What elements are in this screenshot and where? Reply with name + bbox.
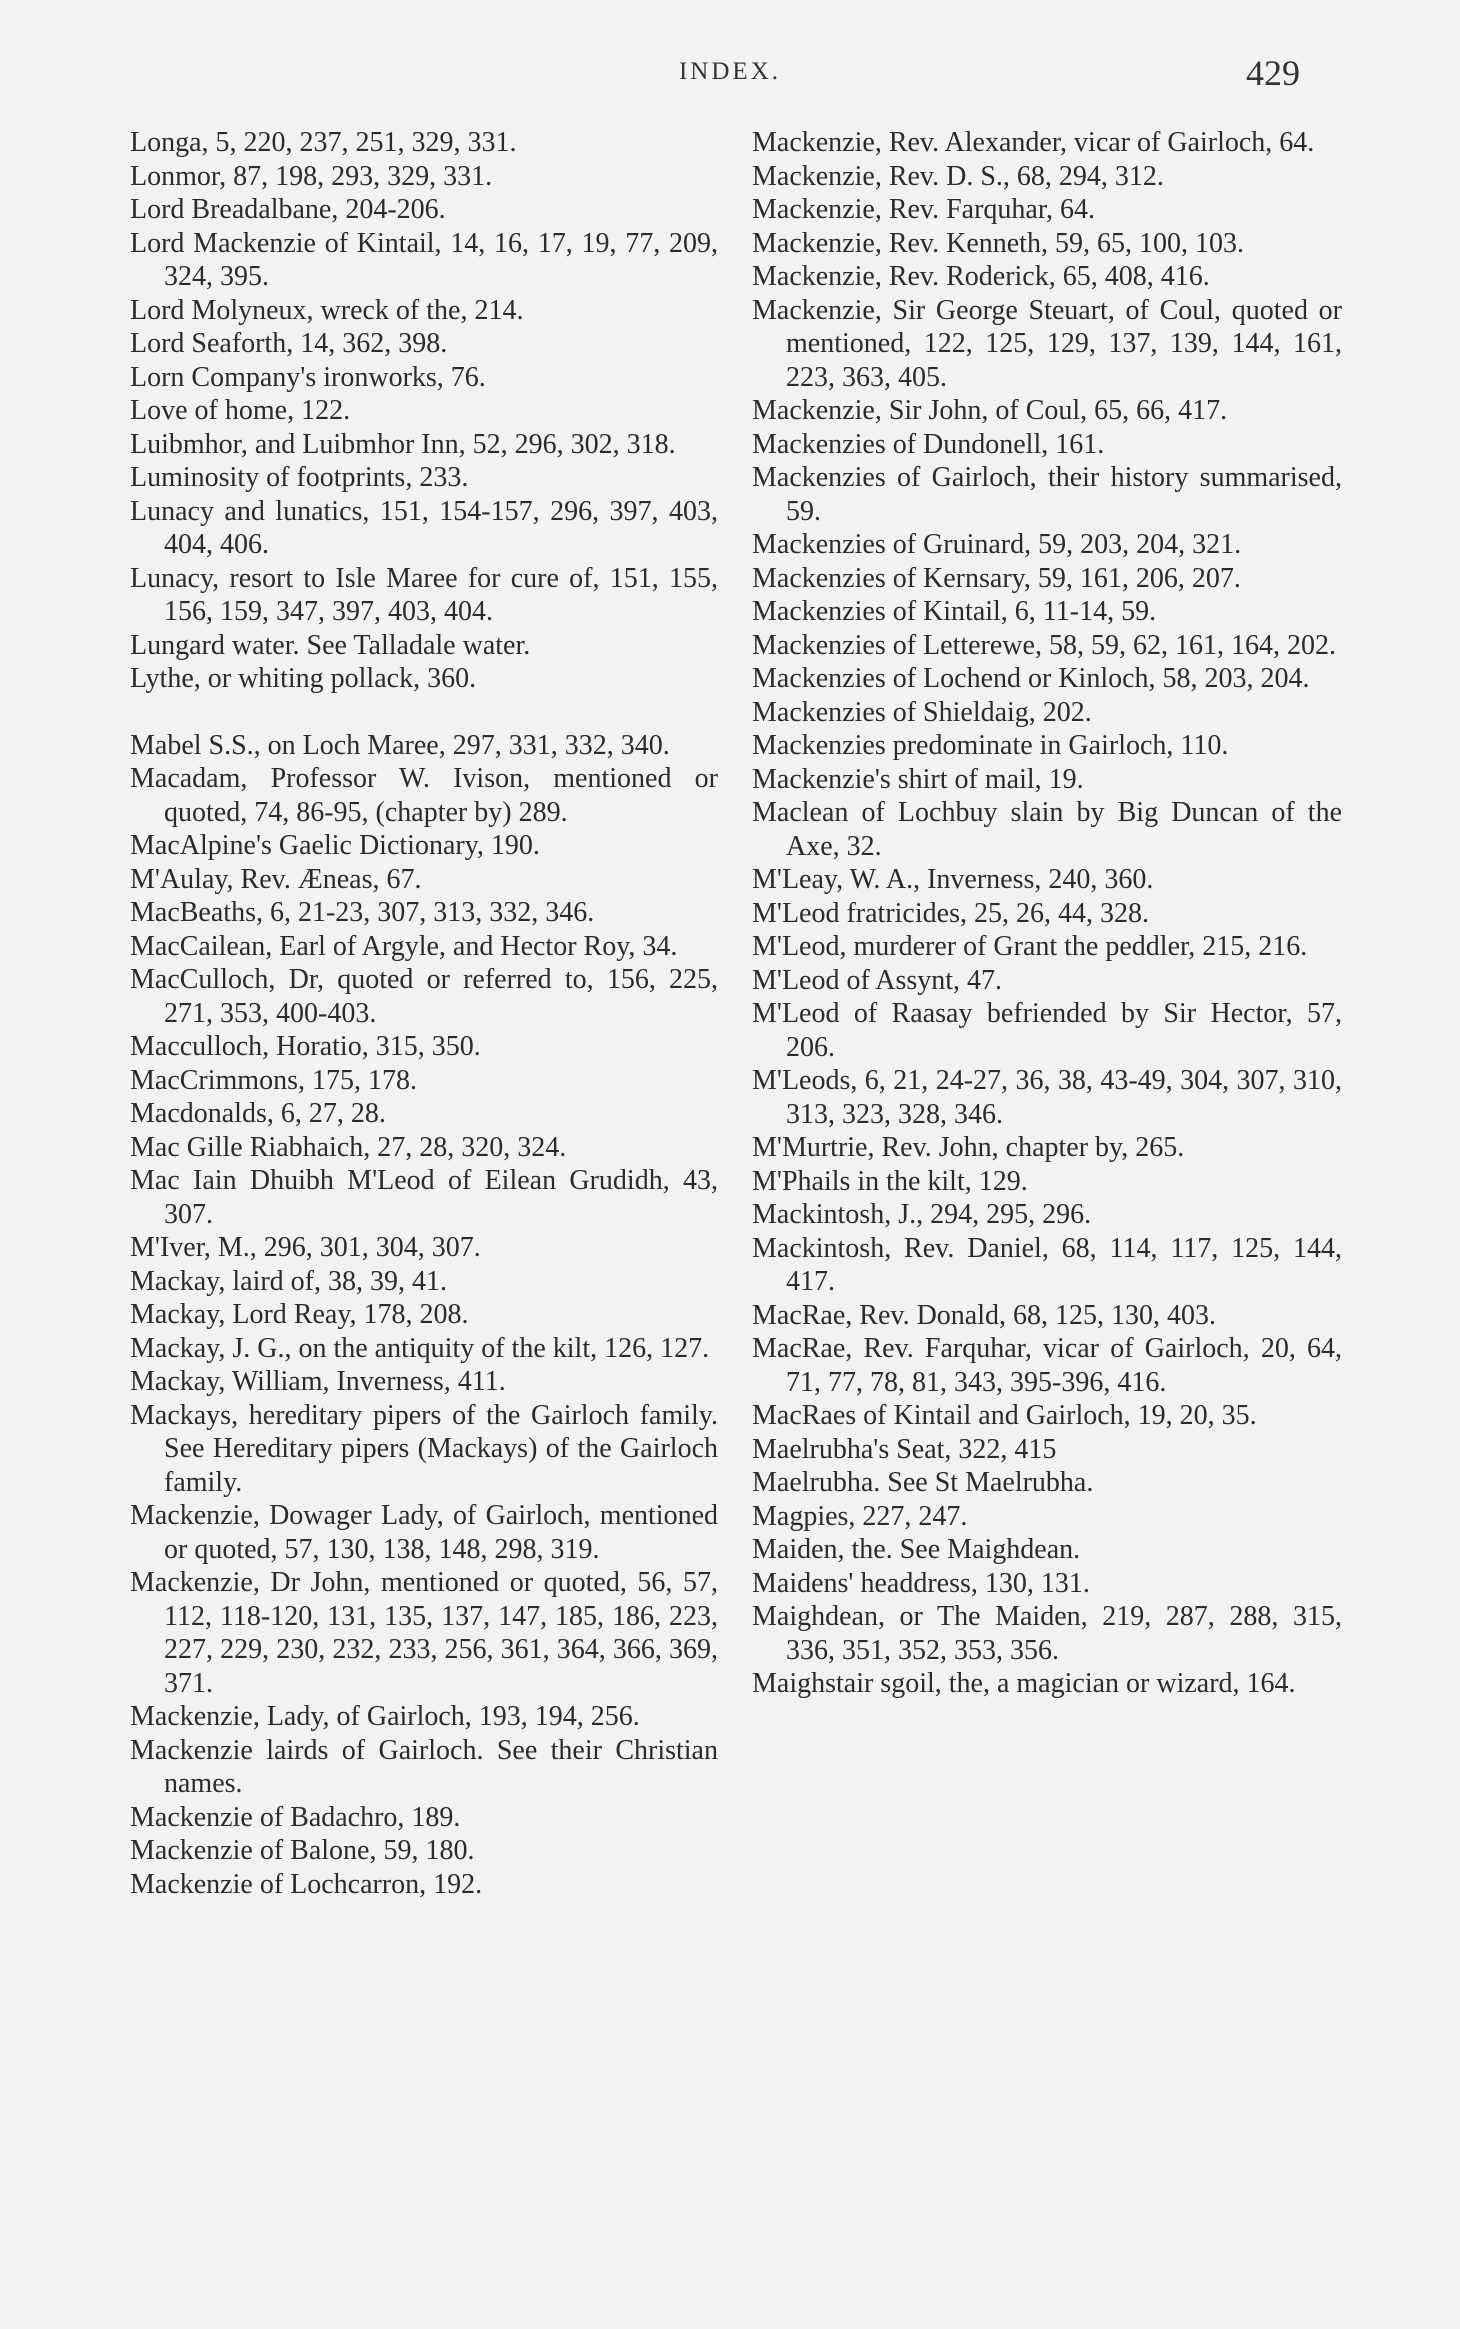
index-column-right: [752, 126, 1342, 1701]
index-entry: MacRae, Rev. Donald, 68, 125, 130, 403.: [752, 1299, 1216, 1331]
index-entry: Mac Iain Dhuibh M'Leod of Eilean Grudidh, 43, 307.: [130, 1165, 718, 1230]
index-entry: M'Aulay, Rev. Æneas, 67.: [130, 863, 422, 895]
index-entry: Macculloch, Horatio, 315, 350.: [130, 1031, 481, 1062]
index-entry: Lord Breadalbane, 204-206.: [130, 194, 446, 225]
index-entry: Lythe, or whiting pollack, 360.: [130, 663, 477, 694]
index-entry: Maelrubha's Seat, 322, 415: [752, 1433, 1057, 1465]
index-entry: Mackenzie, Sir George Steuart, of Coul, quoted or mentioned, 122, 125, 129, 137, 139, 144, 161, 223, 363, 405.: [752, 294, 1342, 393]
index-entry: MacRae, Rev. Farquhar, vicar of Gairloch, 20, 64, 71, 77, 78, 81, 343, 395-396, 416.: [752, 1333, 1342, 1398]
index-entry: Mackenzies of Shieldaig, 202.: [752, 696, 1092, 728]
index-entry: MacCrimmons, 175, 178.: [130, 1064, 417, 1096]
index-entry: Lunacy, resort to Isle Maree for cure of, 151, 155, 156, 159, 347, 397, 403, 404.: [130, 562, 718, 627]
index-entry: Lord Molyneux, wreck of the, 214.: [130, 294, 524, 326]
index-entry: M'Leods, 6, 21, 24-27, 36, 38, 43-49, 304, 307, 310, 313, 323, 328, 346.: [752, 1065, 1342, 1130]
index-entry: Mackay, laird of, 38, 39, 41.: [130, 1265, 447, 1297]
index-entry: Mackenzie lairds of Gairloch. See their Christian names.: [130, 1734, 718, 1799]
index-entry: Mackintosh, Rev. Daniel, 68, 114, 117, 125, 144, 417.: [752, 1232, 1342, 1297]
index-entry: Mackenzie, Rev. Roderick, 65, 408, 416.: [752, 261, 1210, 292]
index-column-left: [130, 126, 718, 1901]
index-entry: Luminosity of footprints, 233.: [130, 462, 469, 493]
index-entry: Mackenzies of Kintail, 6, 11-14, 59.: [752, 596, 1157, 627]
index-entry: Mackenzies of Dundonell, 161.: [752, 428, 1105, 460]
index-entry: M'Leod of Raasay befriended by Sir Hector, 57, 206.: [752, 998, 1342, 1063]
index-entry: Lorn Company's ironworks, 76.: [130, 361, 486, 393]
index-entry: Mackenzie, Sir John, of Coul, 65, 66, 417.: [752, 395, 1228, 426]
index-entry: M'Leod, murderer of Grant the peddler, 215, 216.: [752, 931, 1308, 962]
index-entry: Lord Mackenzie of Kintail, 14, 16, 17, 19, 77, 209, 324, 395.: [130, 227, 718, 292]
index-entry: Maighstair sgoil, the, a magician or wizard, 164.: [752, 1668, 1296, 1699]
index-entry: Lonmor, 87, 198, 293, 329, 331.: [130, 160, 493, 192]
index-entry: MacCailean, Earl of Argyle, and Hector Roy, 34.: [130, 930, 678, 962]
index-entry: Maiden, the. See Maighdean.: [752, 1534, 1081, 1565]
index-entry: Luibmhor, and Luibmhor Inn, 52, 296, 302, 318.: [130, 428, 676, 460]
index-entry: Mackintosh, J., 294, 295, 296.: [752, 1199, 1092, 1230]
index-entry: Macadam, Professor W. Ivison, mentioned or quoted, 74, 86-95, (chapter by) 289.: [130, 763, 718, 828]
index-entry: Mackenzie of Balone, 59, 180.: [130, 1835, 475, 1866]
index-entry: Lord Seaforth, 14, 362, 398.: [130, 328, 448, 359]
index-entry: Lungard water. See Talladale water.: [130, 629, 531, 661]
index-entry: Maidens' headdress, 130, 131.: [752, 1567, 1090, 1599]
index-entry: Mackenzie, Rev. Farquhar, 64.: [752, 194, 1096, 225]
index-entry: Mackenzie, Dowager Lady, of Gairloch, mentioned or quoted, 57, 130, 138, 148, 298, 319.: [130, 1500, 718, 1565]
index-entry: MacAlpine's Gaelic Dictionary, 190.: [130, 830, 540, 861]
index-entry: Maclean of Lochbuy slain by Big Duncan of the Axe, 32.: [752, 797, 1342, 862]
index-entry: M'Iver, M., 296, 301, 304, 307.: [130, 1232, 481, 1263]
index-entry: M'Murtrie, Rev. John, chapter by, 265.: [752, 1132, 1185, 1163]
index-entry: Mackenzies of Gairloch, their history summarised, 59.: [752, 462, 1342, 527]
index-entry: Magpies, 227, 247.: [752, 1500, 968, 1532]
index-entry: MacBeaths, 6, 21-23, 307, 313, 332, 346.: [130, 897, 595, 928]
index-entry: Mackenzies of Kernsary, 59, 161, 206, 207.: [752, 562, 1241, 594]
index-entry: Mackay, J. G., on the antiquity of the kilt, 126, 127.: [130, 1332, 710, 1364]
index-entry: Mackenzies predominate in Gairloch, 110.: [752, 730, 1229, 761]
index-entry: Mackays, hereditary pipers of the Gairloch family. See Hereditary pipers (Mackays) of the Gairloch family.: [130, 1399, 718, 1498]
index-entry: Mackenzie, Rev. D. S., 68, 294, 312.: [752, 160, 1164, 192]
index-entry: M'Leod fratricides, 25, 26, 44, 328.: [752, 897, 1149, 929]
running-header: INDEX.: [678, 58, 781, 85]
index-entry: Mackenzie, Rev. Kenneth, 59, 65, 100, 103.: [752, 227, 1244, 259]
index-entry: Mackenzie, Rev. Alexander, vicar of Gairloch, 64.: [752, 127, 1315, 158]
index-entry: Mackenzie of Lochcarron, 192.: [130, 1868, 483, 1900]
index-entry: Mackay, William, Inverness, 411.: [130, 1366, 506, 1397]
index-entry: Mackenzie's shirt of mail, 19.: [752, 763, 1084, 795]
index-entry: M'Leod of Assynt, 47.: [752, 964, 1003, 996]
index-entry: Longa, 5, 220, 237, 251, 329, 331.: [130, 127, 517, 158]
index-entry: Mabel S.S., on Loch Maree, 297, 331, 332, 340.: [130, 729, 670, 761]
index-entry: M'Leay, W. A., Inverness, 240, 360.: [752, 864, 1154, 895]
index-entry: Mackenzies of Lochend or Kinloch, 58, 203, 204.: [752, 663, 1310, 694]
index-entry: Mackenzies of Gruinard, 59, 203, 204, 321.: [752, 529, 1242, 560]
index-entry: Macdonalds, 6, 27, 28.: [130, 1098, 386, 1129]
index-entry: Mac Gille Riabhaich, 27, 28, 320, 324.: [130, 1131, 567, 1163]
index-entry: M'Phails in the kilt, 129.: [752, 1165, 1028, 1197]
index-entry: Mackay, Lord Reay, 178, 208.: [130, 1299, 469, 1330]
index-entry: Mackenzie, Dr John, mentioned or quoted, 56, 57, 112, 118-120, 131, 135, 137, 147, 185, 186, 223, 227, 229, 230, 232, 233, 256, 361, 364, 366, 369, 371.: [130, 1567, 718, 1699]
page-number: 429: [1246, 53, 1300, 93]
index-entry: Maelrubha. See St Maelrubha.: [752, 1467, 1094, 1498]
index-entry: Mackenzie of Badachro, 189.: [130, 1801, 461, 1833]
index-entry: MacCulloch, Dr, quoted or referred to, 156, 225, 271, 353, 400-403.: [130, 964, 718, 1029]
index-entry: Mackenzie, Lady, of Gairloch, 193, 194, 256.: [130, 1701, 640, 1732]
index-entry: Lunacy and lunatics, 151, 154-157, 296, 397, 403, 404, 406.: [130, 495, 718, 560]
index-entry: Love of home, 122.: [130, 395, 351, 426]
index-entry: Maighdean, or The Maiden, 219, 287, 288, 315, 336, 351, 352, 353, 356.: [752, 1601, 1342, 1666]
index-entry: Mackenzies of Letterewe, 58, 59, 62, 161, 164, 202.: [752, 629, 1336, 661]
index-entry: MacRaes of Kintail and Gairloch, 19, 20, 35.: [752, 1400, 1257, 1431]
